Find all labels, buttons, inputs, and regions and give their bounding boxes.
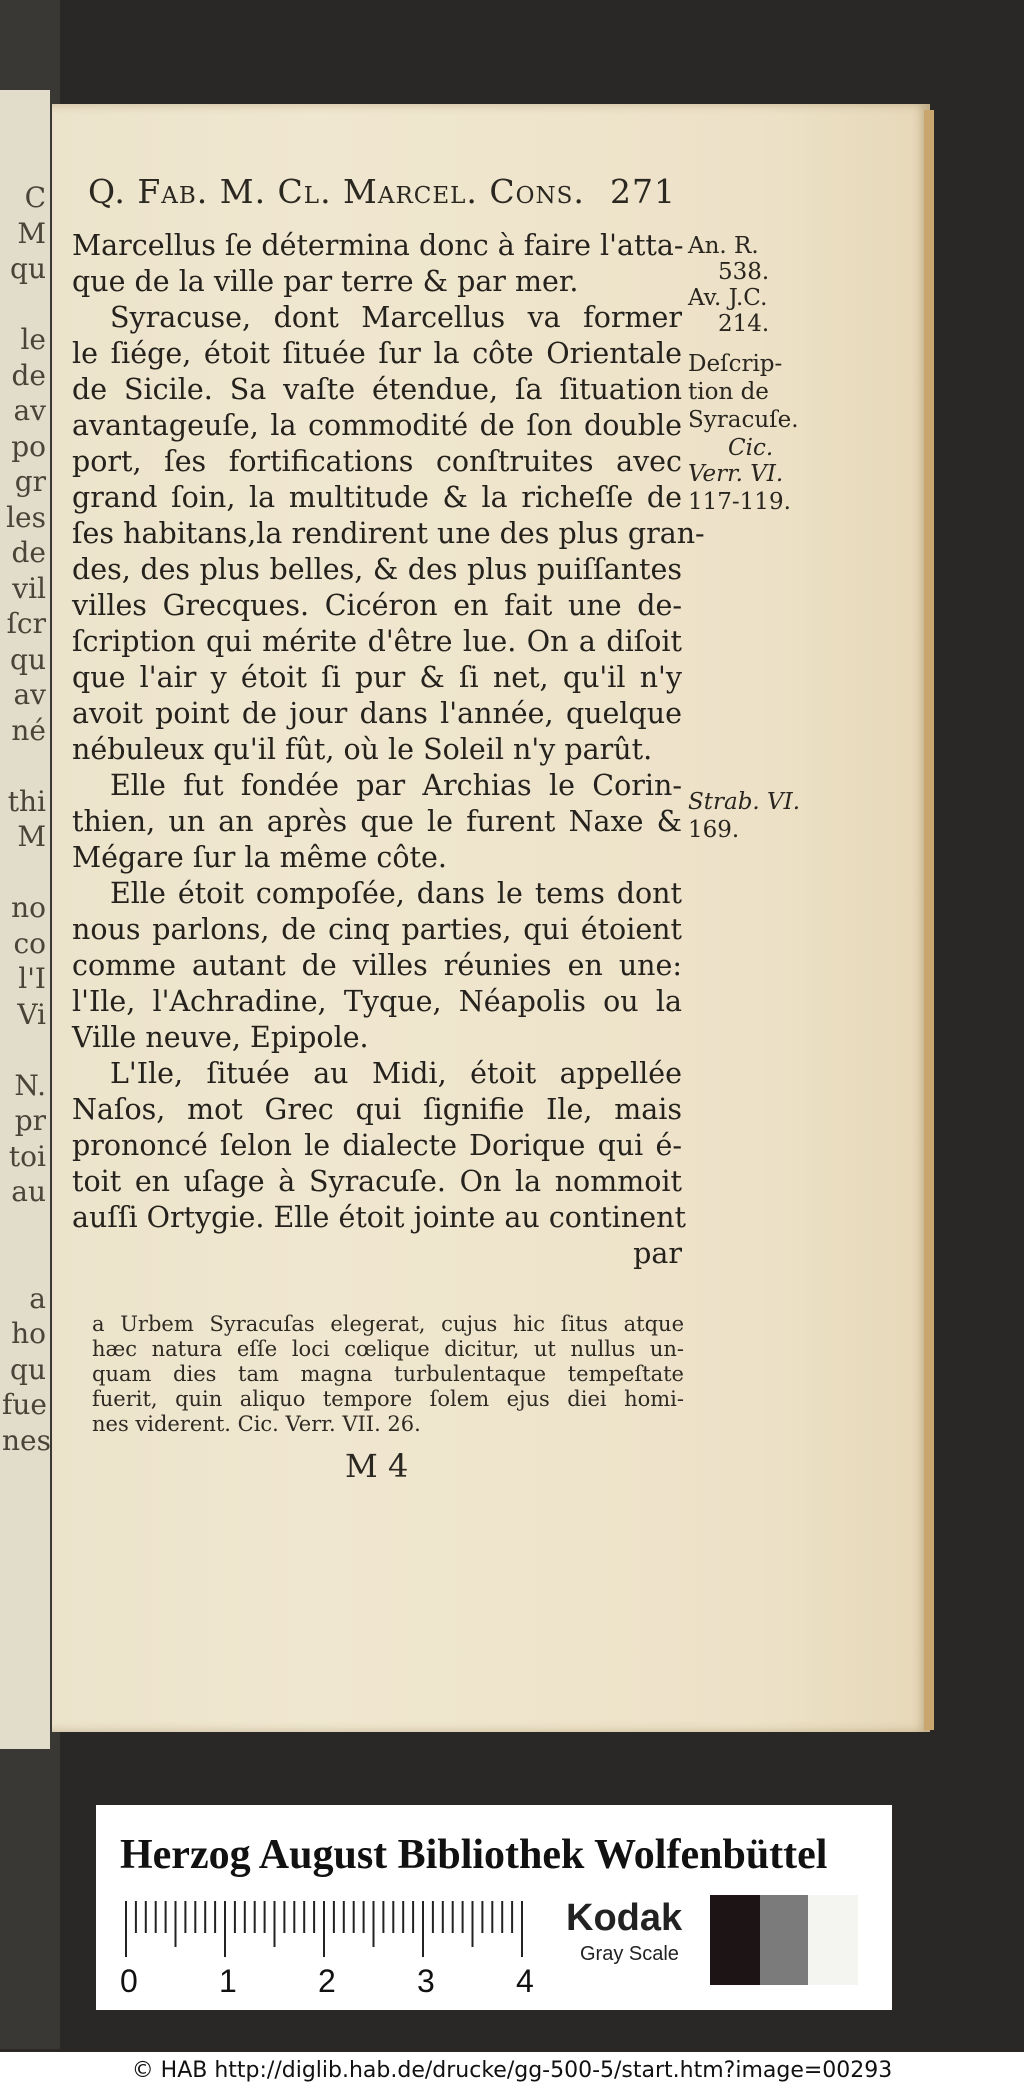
text-line: comme autant de villes réunies en une:	[72, 949, 682, 982]
facing-page-fragment: les	[6, 500, 46, 534]
text-line: L'Ile, ſituée au Midi, étoit appellée	[110, 1057, 682, 1090]
gray-swatch	[760, 1895, 810, 1985]
margin-note: An. R.	[688, 233, 759, 259]
text-line: que l'air y étoit ſi pur & ſi net, qu'il n'y	[72, 661, 682, 694]
facing-page-fragment: M	[17, 216, 46, 250]
library-name: Herzog August Bibliothek Wolfenbüttel	[120, 1832, 828, 1878]
footnote-line: a Urbem Syracuſas elegerat, cujus hic ſitus atque	[92, 1312, 684, 1336]
ruler-number: 2	[318, 1963, 336, 1999]
copyright-credit: © HAB http://diglib.hab.de/drucke/gg-500-5/start.htm?image=00293	[0, 2052, 1024, 2089]
facing-page-fragment: le	[20, 323, 46, 356]
gray-swatch	[808, 1895, 858, 1985]
text-line: nous parlons, de cinq parties, qui étoient	[72, 913, 682, 946]
text-line: par	[633, 1237, 682, 1270]
facing-page-fragment: M	[17, 820, 46, 853]
facing-page-fragment: Vi	[17, 997, 46, 1031]
kodak-logo: Kodak	[566, 1897, 683, 1939]
text-line: des, des plus belles, & des plus puiſſantes	[72, 553, 682, 586]
facing-page-fragment: gr	[14, 465, 46, 498]
text-line: Naſos, mot Grec qui ſignifie Ile, mais	[72, 1093, 682, 1126]
footnote-line: hæc natura eſſe loci cœlique dicitur, ut nullus un-	[92, 1337, 684, 1361]
margin-note: Strab. VI.	[688, 789, 801, 815]
text-line: grand ſoin, la multitude & la richeſſe de	[72, 481, 682, 514]
text-line: Syracuse, dont Marcellus va former	[110, 301, 682, 334]
facing-page-fragment: qu	[10, 642, 46, 676]
facing-page-fragment: no	[11, 891, 46, 924]
footnote	[92, 1312, 684, 1437]
facing-page-fragment: vil	[12, 571, 46, 605]
gray-scale-label: Gray Scale	[580, 1943, 679, 1965]
text-line: que de la ville par terre & par mer.	[72, 265, 579, 298]
facing-page-fragment: co	[13, 926, 46, 960]
footnote-line: fuerit, quin aliquo tempore ſolem ejus diei homi-	[92, 1387, 684, 1411]
footnote-line: quam dies tam magna turbulentaque tempeſtate	[92, 1362, 684, 1386]
running-header	[88, 172, 688, 211]
text-line: auſſi Ortygie. Elle étoit jointe au continent	[72, 1201, 686, 1234]
text-line: l'Ile, l'Achradine, Tyque, Néapolis ou la	[72, 985, 682, 1018]
running-title: Q. Fab. M. Cl. Marcel. Cons.	[88, 172, 585, 211]
text-line: Ville neuve, Epipole.	[72, 1021, 369, 1054]
footnote-line: nes viderent. Cic. Verr. VII. 26.	[92, 1412, 421, 1436]
text-line: port, ſes fortifications conſtruites avec	[72, 445, 682, 478]
facing-page-fragment: C	[24, 181, 46, 214]
facing-page-fragment: thi	[7, 784, 46, 818]
facing-page-fragment: po	[11, 429, 46, 463]
page-edge	[924, 110, 934, 1730]
ruler-ticks	[120, 1901, 530, 1959]
margin-note: Deſcrip-	[688, 351, 783, 377]
facing-page-fragment: av	[13, 394, 46, 427]
facing-page-fragment: au	[11, 1175, 46, 1208]
ruler-number: 0	[120, 1963, 138, 1999]
margin-note: 538.	[718, 259, 770, 285]
text-line: nébuleux qu'il fût, où le Soleil n'y parût.	[72, 733, 653, 766]
text-line: ſes habitans,la rendirent une des plus gran-	[72, 517, 705, 550]
text-line: de Sicile. Sa vaſte étendue, ſa ſituation	[72, 373, 682, 406]
ruler-number: 1	[219, 1963, 237, 1999]
facing-page-fragment: toi	[8, 1139, 46, 1173]
color-reference-card	[96, 1805, 892, 2010]
margin-note: tion de	[688, 379, 769, 405]
facing-page-fragment: pr	[14, 1104, 46, 1137]
margin-note: Verr. VI.	[688, 461, 784, 487]
signature-mark: M 4	[345, 1447, 409, 1485]
text-line: toit en uſage à Syracuſe. On la nommoit	[72, 1165, 682, 1198]
facing-page-fragment: qu	[10, 1352, 46, 1386]
facing-page-fragment: né	[11, 713, 46, 747]
facing-page-fragment: ho	[11, 1317, 46, 1350]
text-line: Mégare ſur la même côte.	[72, 841, 447, 874]
margin-note: Syracuſe.	[688, 407, 799, 433]
text-line: thien, un an après que le furent Naxe &	[72, 805, 682, 838]
ruler-number: 3	[417, 1963, 435, 1999]
margin-note: 169.	[688, 817, 740, 843]
margin-note: 117-119.	[688, 489, 791, 515]
text-line: Elle fut fondée par Archias le Corin-	[110, 769, 682, 802]
margin-note: Av. J.C.	[688, 285, 768, 311]
facing-page-fragment: a	[29, 1281, 46, 1315]
text-line: avoit point de jour dans l'année, quelque	[72, 697, 682, 730]
facing-page-fragment: de	[11, 536, 46, 569]
facing-page-fragment: de	[11, 358, 46, 392]
text-line: villes Grecques. Cicéron en fait une de-	[72, 589, 682, 622]
facing-page-fragment: fue	[2, 1388, 47, 1421]
margin-note: Cic.	[728, 435, 774, 461]
body-text	[72, 228, 705, 1272]
margin-note: 214.	[718, 311, 770, 337]
text-line: avantageuſe, la commodité de ſon double	[72, 409, 682, 442]
text-line: Elle étoit compoſée, dans le tems dont	[110, 877, 682, 910]
facing-page-fragment: qu	[10, 252, 46, 285]
text-line: ſcription qui mérite d'être lue. On a diſoit	[72, 625, 682, 658]
text-line: Marcellus ſe détermina donc à faire l'atta-	[72, 229, 684, 262]
text-line: prononcé ſelon le dialecte Dorique qui é-	[72, 1129, 682, 1162]
text-line: le ſiége, étoit ſituée ſur la côte Orientale	[72, 337, 682, 370]
facing-page-fragment: nes	[2, 1423, 51, 1457]
facing-page-fragment: N.	[14, 1068, 46, 1102]
ruler-number: 4	[516, 1963, 534, 1999]
facing-page-fragment: ſcr	[6, 607, 46, 640]
gray-swatch	[710, 1895, 760, 1985]
page-number: 271	[610, 172, 676, 211]
facing-page-fragment: l'I	[18, 962, 46, 995]
facing-page-fragment: av	[13, 678, 46, 711]
